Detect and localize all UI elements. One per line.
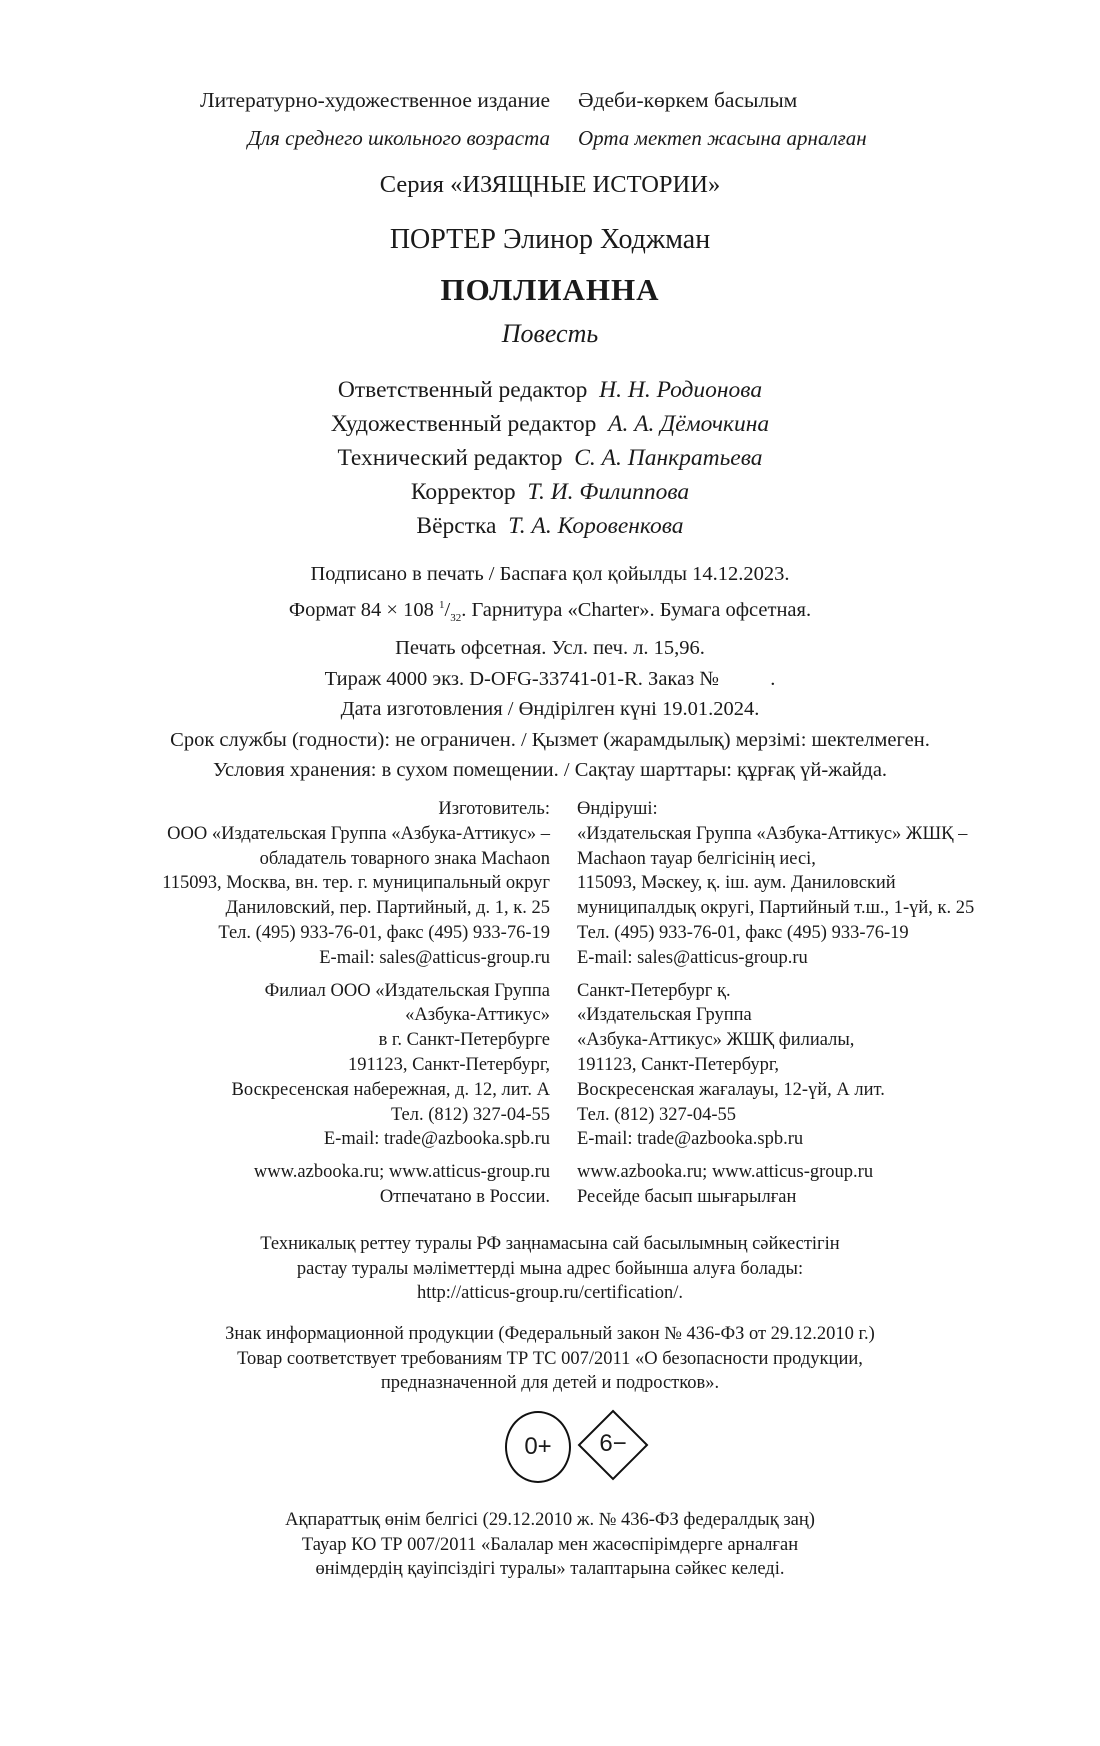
text-line: E-mail: trade@azbooka.spb.ru [577,1129,804,1150]
text-line: Санкт-Петербург қ. [577,980,731,1001]
print-info: Печать офсетная. Усл. печ. л. 15,96. [395,637,705,660]
text-line: «Издательская Группа [577,1005,752,1026]
credit-name: Т. А. Коровенкова [508,513,684,539]
certification-url: http://atticus-group.ru/certification/. [416,1283,684,1304]
age-rating-circle-badge [505,1411,571,1483]
manufacturer-kz [577,797,974,1210]
website-links: www.azbooka.ru; www.atticus-group.ru [577,1162,874,1183]
format-size: Формат 84 × 108 [288,598,439,621]
text-line: Воскресенская набережная, д. 12, лит. А [231,1079,550,1100]
text-line: ООО «Издательская Группа «Азбука-Аттикус» – [167,823,550,844]
age-rating-kz-text: 6− [599,1430,627,1457]
text-line: в г. Санкт-Петербурге [378,1030,550,1051]
manufacture-date: Дата изготовления / Өндірілген күні 19.01.2024. [340,698,760,721]
credit-row [0,407,1100,441]
book-title: ПОЛЛИАННА [440,272,660,307]
text-line: Даниловский, пер. Партийный, д. 1, к. 25 [225,898,550,919]
author: ПОРТЕР Элинор Ходжман [389,224,711,255]
genre: Повесть [501,319,599,348]
format-numerator: 1 [438,598,445,611]
format: Формат 84 × 108 $^1/_{32}$. Гарнитура «Charter». Бумага офсетная. [288,598,812,624]
text-line: Тел. (812) 327-04-55 [390,1104,550,1125]
text-line: E-mail: sales@atticus-group.ru [319,947,550,968]
imprint [0,559,1100,786]
text-line: E-mail: sales@atticus-group.ru [577,947,808,968]
credit-role: Художественный редактор [330,411,597,437]
text-line: Тел. (812) 327-04-55 [577,1104,737,1125]
print-run: Тираж 4000 экз. D-OFG-33741-01-R. Заказ № . [324,667,776,690]
manufacturer-ru [162,797,550,1210]
signed-date: Подписано в печать / Баспаға қол қойылды 14.12.2023. [310,563,790,585]
text-line: растау туралы мәліметтерді мына адрес бойынша алуға болады: [296,1258,804,1279]
text-line: Изготовитель: [438,799,550,819]
credit-name: Т. И. Филиппова [527,479,690,505]
credit-row [0,441,1100,475]
text-line: Өндіруші: [577,799,658,819]
text-line: Воскресенская жағалауы, 12-үй, А лит. [577,1079,885,1100]
credit-name: А. А. Дёмочкина [608,411,770,437]
text-line: «Азбука-Аттикус» [405,1005,550,1026]
age-rating-text: 0+ [524,1433,552,1460]
text-line: Тауар КО ТР 007/2011 «Балалар мен жасөспірімдерге арналған [301,1534,799,1555]
series: Серия «ИЗЯЩНЫЕ ИСТОРИИ» [379,171,721,198]
edition-type-ru: Литературно-художественное издание [199,88,550,112]
text-line: Machaon тауар белгісінің иесі, [577,848,816,869]
format-denominator: 32 [450,611,462,624]
text-line: 115093, Москва, вн. тер. г. муниципальный округ [162,873,550,894]
text-line: E-mail: trade@azbooka.spb.ru [323,1129,550,1150]
text-line: муниципалдық округі, Партийный т.ш., 1-үй, к. 25 [577,898,975,919]
certification [0,1232,1100,1306]
text-line: «Издательская Группа «Азбука-Аттикус» ЖШҚ – [577,823,968,844]
printed-in: Отпечатано в России. [379,1186,550,1207]
text-line: Ақпараттық өнім белгісі (29.12.2010 ж. № 436-ФЗ федералдық заң) [285,1510,815,1530]
edition-type-kz: Әдеби-көркем басылым [578,88,798,112]
shelf-life: Срок службы (годности): не ограничен. / Қызмет (жарамдылық) мерзімі: шектелмеген. [170,728,930,751]
age-ru: Для среднего школьного возраста [247,126,550,150]
printed-in: Ресейде басып шығарылған [577,1186,797,1207]
info-sign-ru [0,1322,1100,1396]
text-line: Техникалық реттеу туралы РФ заңнамасына сай басылымның сәйкестігін [260,1234,840,1254]
credit-role: Вёрстка [416,513,497,539]
text-line: 115093, Мәскеу, қ. іш. аум. Даниловский [577,873,896,894]
text-line: «Азбука-Аттикус» ЖШҚ филиалы, [577,1030,855,1051]
credit-role: Технический редактор [337,445,563,471]
age-kz: Орта мектеп жасына арналған [578,126,867,150]
storage-conditions: Условия хранения: в сухом помещении. / Сақтау шарттары: құрғақ үй-жайда. [212,759,888,782]
credit-role: Ответственный редактор [337,377,588,403]
credit-role: Корректор [410,479,516,505]
text-line: обладатель товарного знака Machaon [259,848,550,869]
age-rating-diamond-badge [577,1409,649,1481]
credits [0,373,1100,543]
text-line: 191123, Санкт-Петербург, [348,1054,550,1075]
text-line: Товар соответствует требованиям ТР ТС 007/2011 «О безопасности продукции, [237,1348,863,1369]
credit-name: Н. Н. Родионова [599,377,763,403]
text-line: өнімдердің қауіпсіздігі туралы» талаптарына сәйкес келеді. [315,1559,785,1580]
text-line: предназначенной для детей и подростков». [380,1373,720,1394]
text-line: Тел. (495) 933-76-01, факс (495) 933-76-19 [218,922,550,943]
credit-row [0,509,1100,543]
text-line: Знак информационной продукции (Федеральный закон № 436-ФЗ от 29.12.2010 г.) [225,1324,875,1344]
format-details: . Гарнитура «Charter». Бумага офсетная. [461,598,812,621]
info-sign-kz [0,1508,1100,1582]
credit-row [0,475,1100,509]
text-line: Тел. (495) 933-76-01, факс (495) 933-76-19 [577,922,909,943]
text-line: 191123, Санкт-Петербург, [577,1054,779,1075]
website-links: www.azbooka.ru; www.atticus-group.ru [253,1162,550,1183]
credit-row [0,373,1100,407]
text-line: Филиал ООО «Издательская Группа [264,980,550,1001]
credit-name: С. А. Панкратьева [574,445,763,471]
